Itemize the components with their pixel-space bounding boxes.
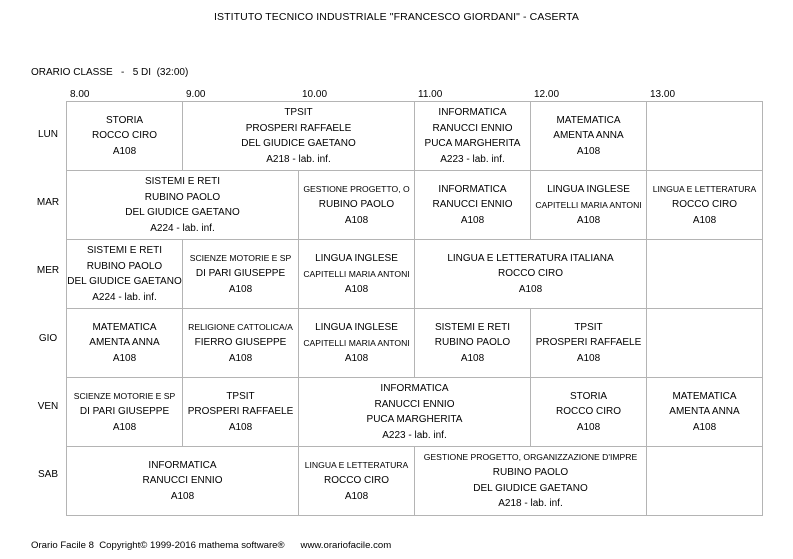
lesson-line: FIERRO GIUSEPPE <box>194 337 287 348</box>
lesson-line: INFORMATICA <box>438 107 507 118</box>
lesson-line: A108 <box>576 352 601 364</box>
lesson-line: RUBINO PAOLO <box>318 199 395 210</box>
lesson-cell <box>299 171 415 240</box>
day-label: SAB <box>37 469 58 480</box>
lesson-line: AMENTA ANNA <box>553 130 624 142</box>
lesson-cell <box>183 240 299 309</box>
lesson-line: A108 <box>576 421 601 433</box>
lesson-line: SISTEMI E RETI <box>434 321 510 333</box>
lesson-line: CAPITELLI MARIA ANTONI <box>303 337 410 348</box>
lesson-line: PROSPERI RAFFAELE <box>187 406 294 418</box>
lesson-line: ROCCO CIRO <box>92 130 157 142</box>
lesson-cell <box>67 309 183 378</box>
class-title: ORARIO CLASSE - 5 DI (32:00) <box>31 67 189 78</box>
lesson-line: A218 - lab. inf. <box>266 153 331 165</box>
lesson-line: A108 <box>692 421 717 433</box>
lesson-line: RANUCCI ENNIO <box>142 475 223 487</box>
lesson-line: INFORMATICA <box>380 383 449 394</box>
lesson-line: GESTIONE PROGETTO, ORGANIZZAZIONE D'IMPRE <box>423 452 638 463</box>
lesson-cell <box>415 309 531 378</box>
lesson-line: TPSIT <box>574 321 603 333</box>
lesson-line: DEL GIUDICE GAETANO <box>241 138 356 149</box>
lesson-line: SISTEMI E RETI <box>86 245 162 256</box>
lesson-line: A108 <box>460 352 485 364</box>
lesson-cell <box>531 171 647 240</box>
lesson-cell <box>531 378 647 447</box>
lesson-line: DEL GIUDICE GAETANO <box>67 276 182 287</box>
lesson-line: A108 <box>576 145 601 157</box>
lesson-line: MATEMATICA <box>556 114 621 126</box>
time-label: 8.00 <box>70 89 90 100</box>
lesson-cell <box>531 102 647 171</box>
lesson-line: RANUCCI ENNIO <box>432 199 513 211</box>
lesson-line: RUBINO PAOLO <box>492 467 569 479</box>
lesson-line: PROSPERI RAFFAELE <box>535 337 642 349</box>
lesson-line: A108 <box>344 214 369 226</box>
lesson-cell <box>415 447 647 516</box>
lesson-cell <box>183 378 299 447</box>
day-label: VEN <box>37 401 59 412</box>
empty-slot <box>647 309 763 378</box>
lesson-line: CAPITELLI MARIA ANTONI <box>535 199 642 210</box>
lesson-line: DEL GIUDICE GAETANO <box>473 482 588 494</box>
lesson-line: RUBINO PAOLO <box>144 191 221 203</box>
lesson-line: A224 - lab. inf. <box>92 291 157 303</box>
lesson-line: AMENTA ANNA <box>669 406 740 418</box>
lesson-cell <box>415 240 647 309</box>
lesson-line: ROCCO CIRO <box>498 268 563 280</box>
timetable-grid <box>66 101 763 516</box>
lesson-line: A223 - lab. inf. <box>382 429 447 441</box>
lesson-line: AMENTA ANNA <box>89 337 160 349</box>
lesson-line: A224 - lab. inf. <box>150 222 215 234</box>
lesson-cell <box>647 378 763 447</box>
lesson-line: LINGUA INGLESE <box>315 253 398 264</box>
lesson-line: PUCA MARGHERITA <box>424 138 521 149</box>
lesson-line: PUCA MARGHERITA <box>366 414 463 425</box>
timetable-row <box>67 171 763 240</box>
lesson-cell <box>415 102 531 171</box>
lesson-line: A108 <box>112 145 137 157</box>
lesson-line: SISTEMI E RETI <box>144 176 220 187</box>
lesson-line: LINGUA INGLESE <box>547 184 630 195</box>
lesson-line: STORIA <box>569 390 608 402</box>
lesson-line: RANUCCI ENNIO <box>432 122 513 134</box>
lesson-line: LINGUA E LETTERATURA ITALIANA <box>447 252 614 264</box>
lesson-cell <box>299 240 415 309</box>
lesson-line: RUBINO PAOLO <box>86 260 163 272</box>
lesson-cell <box>299 309 415 378</box>
lesson-cell <box>299 447 415 516</box>
lesson-line: A108 <box>576 214 601 226</box>
lesson-line: ROCCO CIRO <box>556 406 621 418</box>
lesson-line: INFORMATICA <box>148 459 217 471</box>
lesson-line: A108 <box>112 352 137 364</box>
day-label: MAR <box>36 197 60 208</box>
lesson-cell <box>299 378 531 447</box>
time-label: 10.00 <box>302 89 328 100</box>
footer-copyright: Orario Facile 8 Copyright© 1999-2016 mathema software® www.orariofacile.com <box>31 540 392 551</box>
lesson-line: A218 - lab. inf. <box>498 498 563 510</box>
lesson-line: A108 <box>112 421 137 433</box>
lesson-line: ROCCO CIRO <box>672 199 737 210</box>
lesson-line: DEL GIUDICE GAETANO <box>125 207 240 218</box>
lesson-line: RANUCCI ENNIO <box>374 398 455 410</box>
lesson-line: LINGUA E LETTERATURA <box>304 460 409 470</box>
day-label: GIO <box>38 333 58 344</box>
lesson-line: RELIGIONE CATTOLICA/A <box>188 322 293 332</box>
lesson-line: STORIA <box>105 114 144 126</box>
school-title: ISTITUTO TECNICO INDUSTRIALE "FRANCESCO GIORDANI" - CASERTA <box>214 11 579 23</box>
lesson-line: A108 <box>344 352 369 364</box>
lesson-line: DI PARI GIUSEPPE <box>195 268 286 279</box>
lesson-cell <box>67 240 183 309</box>
lesson-line: A108 <box>344 283 369 295</box>
lesson-cell <box>531 309 647 378</box>
lesson-cell <box>183 309 299 378</box>
lesson-line: PROSPERI RAFFAELE <box>245 122 352 134</box>
lesson-line: SCIENZE MOTORIE E SP <box>189 253 292 263</box>
lesson-line: INFORMATICA <box>438 183 507 195</box>
time-label: 9.00 <box>186 89 206 100</box>
lesson-line: CAPITELLI MARIA ANTONI <box>303 268 410 279</box>
lesson-cell <box>67 171 299 240</box>
lesson-line: A108 <box>460 214 485 226</box>
lesson-line: A108 <box>228 283 253 295</box>
empty-slot <box>647 240 763 309</box>
timetable-row <box>67 309 763 378</box>
lesson-line: MATEMATICA <box>672 390 737 402</box>
lesson-line: LINGUA INGLESE <box>315 322 398 333</box>
lesson-line: A108 <box>228 421 253 433</box>
lesson-line: DI PARI GIUSEPPE <box>79 406 170 417</box>
timetable-row <box>67 378 763 447</box>
lesson-cell <box>647 171 763 240</box>
empty-slot <box>647 102 763 171</box>
lesson-line: GESTIONE PROGETTO, O <box>303 184 410 194</box>
lesson-line: TPSIT <box>284 107 313 118</box>
lesson-cell <box>183 102 415 171</box>
timetable-row <box>67 447 763 516</box>
lesson-cell <box>67 378 183 447</box>
time-label: 12.00 <box>534 89 560 100</box>
empty-slot <box>647 447 763 516</box>
lesson-line: A108 <box>344 490 369 502</box>
lesson-line: TPSIT <box>226 390 255 402</box>
day-label: LUN <box>37 129 58 140</box>
lesson-line: A108 <box>692 214 717 226</box>
lesson-line: RUBINO PAOLO <box>434 337 511 349</box>
timetable-row <box>67 102 763 171</box>
timetable-row <box>67 240 763 309</box>
lesson-line: A108 <box>228 352 253 364</box>
lesson-line: SCIENZE MOTORIE E SP <box>73 391 176 401</box>
lesson-line: ROCCO CIRO <box>324 475 389 486</box>
lesson-cell <box>415 171 531 240</box>
day-label: MER <box>36 265 60 276</box>
lesson-cell <box>67 102 183 171</box>
lesson-line: LINGUA E LETTERATURA <box>652 184 757 194</box>
lesson-line: A223 - lab. inf. <box>440 153 505 165</box>
time-label: 11.00 <box>418 89 443 100</box>
lesson-cell <box>67 447 299 516</box>
lesson-line: A108 <box>170 490 195 502</box>
lesson-line: MATEMATICA <box>92 321 157 333</box>
lesson-line: A108 <box>518 283 543 295</box>
time-label: 13.00 <box>650 89 676 100</box>
